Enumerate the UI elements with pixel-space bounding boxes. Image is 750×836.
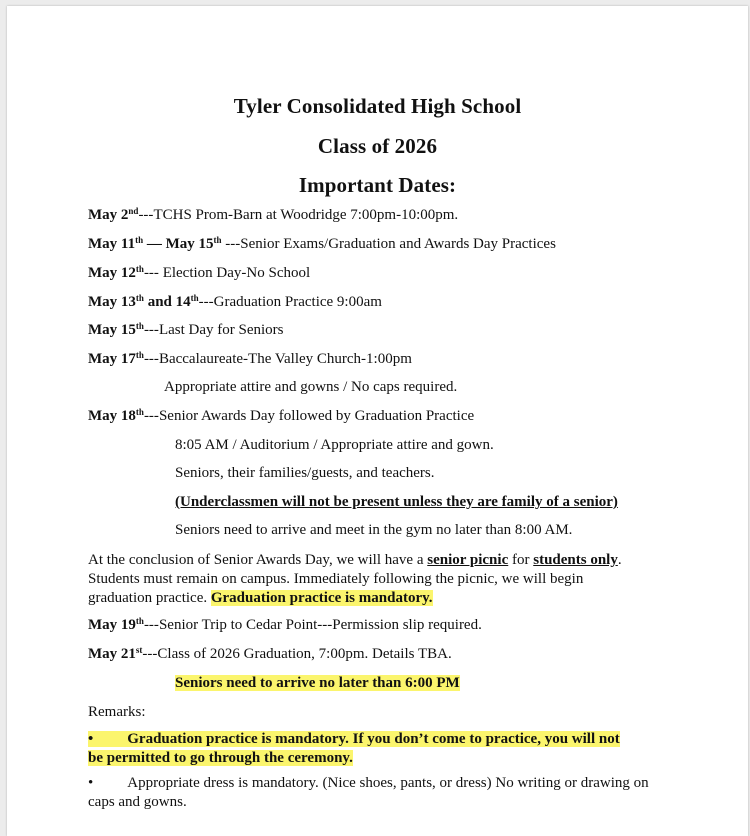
event-date: May 17 bbox=[88, 351, 136, 367]
school-name: Tyler Consolidated High School bbox=[233, 94, 522, 118]
event-date: May 21 bbox=[88, 646, 136, 662]
awards-note: Seniors need to arrive and meet in the gym no later than 8:00 AM. bbox=[175, 522, 573, 538]
event-line: May 18th---Senior Awards Day followed by Graduation Practice bbox=[88, 407, 475, 424]
document-page bbox=[7, 6, 748, 836]
students-only: students only bbox=[533, 552, 618, 568]
dates-heading: Important Dates: bbox=[298, 173, 457, 197]
remarks-label: Remarks: bbox=[88, 704, 146, 720]
bullet-icon: • bbox=[88, 775, 94, 791]
arrival-note: Seniors need to arrive no later than 6:00 PM bbox=[175, 675, 460, 691]
remark-item: • Appropriate dress is mandatory. (Nice shoes, pants, or dress) No writing or drawing on caps and gowns. bbox=[88, 775, 649, 810]
underclassmen-note: (Underclassmen will not be present unless they are family of a senior) bbox=[175, 494, 618, 510]
event-text: Senior Exams/Graduation and Awards Day Practices bbox=[240, 236, 556, 252]
senior-picnic: senior picnic bbox=[427, 552, 509, 568]
event-text: Election Day-No School bbox=[162, 265, 311, 281]
event-text: Graduation Practice 9:00am bbox=[213, 294, 382, 310]
remark-item: • Graduation practice is mandatory. If you don’t come to practice, you will not be permitted to go through the ceremony. bbox=[88, 731, 620, 766]
event-date: May 2 bbox=[88, 207, 129, 223]
event-date: May 18 bbox=[88, 408, 136, 424]
event-line: May 13th and 14th---Graduation Practice 9:00am bbox=[88, 293, 382, 310]
event-line: May 15th---Last Day for Seniors bbox=[88, 321, 284, 338]
event-text: Class of 2026 Graduation, 7:00pm. Details TBA. bbox=[157, 646, 452, 662]
bullet-icon: • bbox=[88, 731, 94, 747]
class-title: Class of 2026 bbox=[317, 134, 438, 158]
conclusion-paragraph: At the conclusion of Senior Awards Day, we will have a senior picnic for students only. Students must remain on campus. Immediately following the picnic, we will begin graduation practice. Graduation practice is mandatory. bbox=[88, 552, 622, 606]
event-text: Last Day for Seniors bbox=[158, 322, 284, 338]
event-line: May 21st---Class of 2026 Graduation, 7:00pm. Details TBA. bbox=[88, 645, 452, 662]
event-date: May 12 bbox=[88, 265, 136, 281]
event-date: May 15 bbox=[88, 322, 136, 338]
event-line: May 2nd---TCHS Prom-Barn at Woodridge 7:00pm-10:00pm. bbox=[88, 206, 459, 223]
event-line: May 12th--- Election Day-No School bbox=[88, 264, 311, 281]
event-date: May 13 bbox=[88, 294, 136, 310]
practice-mandatory-highlight: Graduation practice is mandatory. bbox=[210, 590, 433, 606]
event-text: Senior Trip to Cedar Point---Permission slip required. bbox=[158, 617, 482, 633]
awards-note: 8:05 AM / Auditorium / Appropriate attire and gown. bbox=[175, 437, 494, 453]
event-line: May 19th---Senior Trip to Cedar Point---Permission slip required. bbox=[88, 616, 482, 633]
event-text: TCHS Prom-Barn at Woodridge 7:00pm-10:00pm. bbox=[153, 207, 459, 223]
event-line: May 17th---Baccalaureate-The Valley Church-1:00pm bbox=[88, 350, 412, 367]
event-text: Baccalaureate-The Valley Church-1:00pm bbox=[158, 351, 412, 367]
awards-note: Seniors, their families/guests, and teachers. bbox=[175, 465, 435, 481]
baccalaureate-note: Appropriate attire and gowns / No caps required. bbox=[164, 379, 458, 395]
event-line: May 11th — May 15th ---Senior Exams/Graduation and Awards Day Practices bbox=[88, 235, 556, 252]
event-text: Senior Awards Day followed by Graduation Practice bbox=[158, 408, 475, 424]
event-date: May 11 bbox=[88, 236, 136, 252]
event-date: May 19 bbox=[88, 617, 136, 633]
